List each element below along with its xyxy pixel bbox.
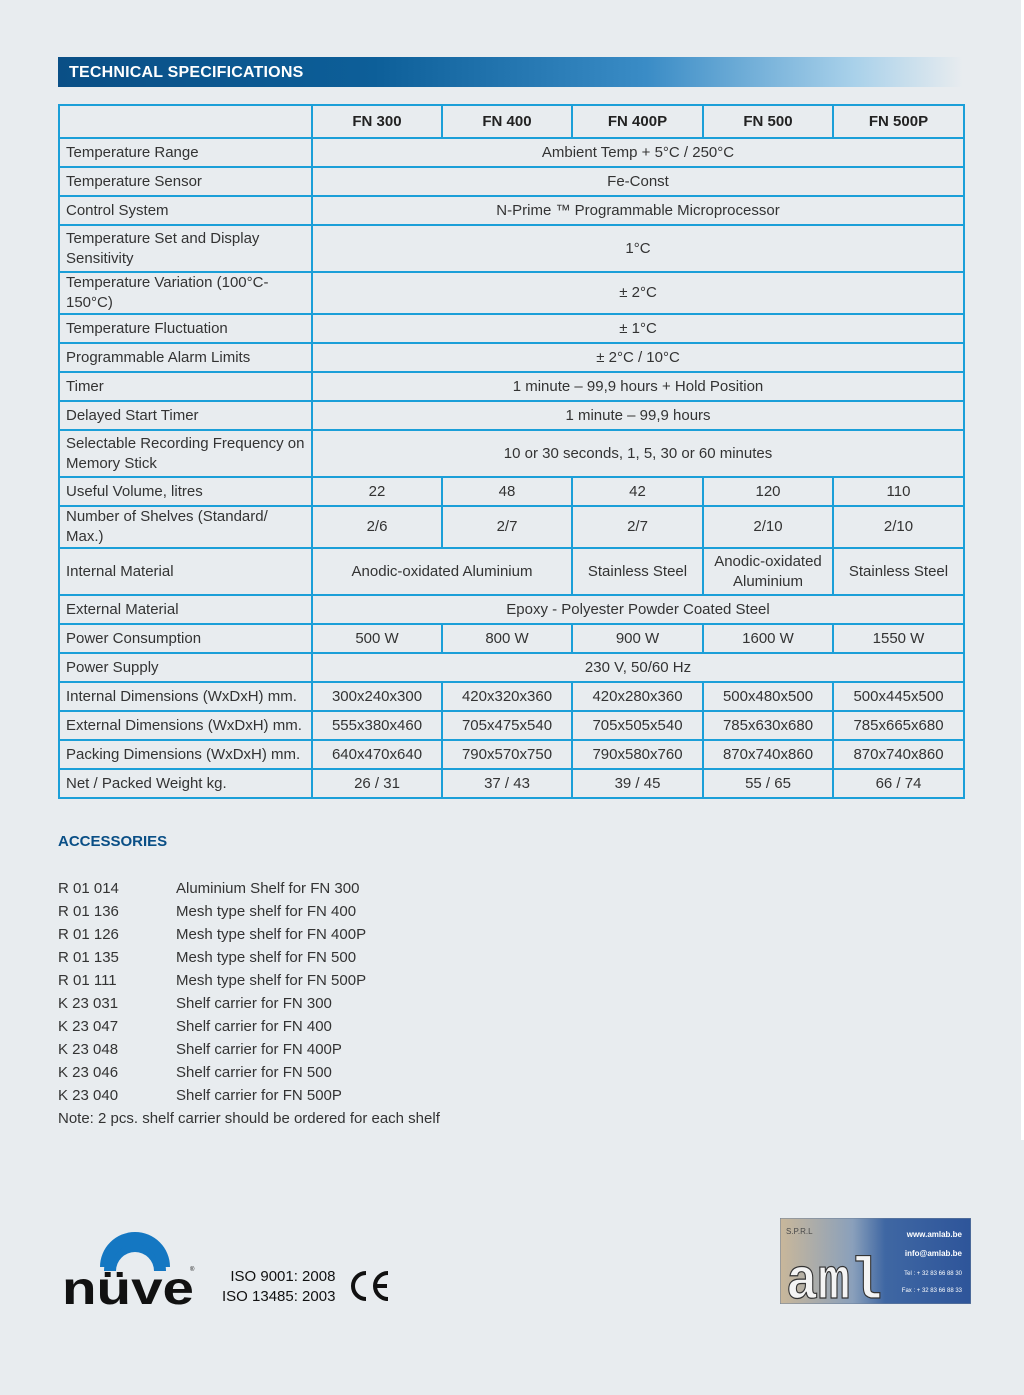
- spec-value: 37 / 43: [442, 769, 572, 798]
- model-column-header: FN 400: [442, 105, 572, 138]
- spec-label: Net / Packed Weight kg.: [59, 769, 312, 798]
- spec-row: [59, 343, 964, 372]
- spec-label: Internal Dimensions (WxDxH) mm.: [59, 682, 312, 711]
- spec-value: 790x580x760: [572, 740, 703, 769]
- spec-label: Temperature Range: [59, 138, 312, 167]
- model-column-header: FN 400P: [572, 105, 703, 138]
- accessory-description: Mesh type shelf for FN 400P: [176, 926, 367, 943]
- aml-fax: Fax : + 32 83 66 88 33: [901, 1288, 962, 1294]
- spec-label: Useful Volume, litres: [59, 477, 312, 506]
- svg-text:®: ®: [190, 1267, 195, 1273]
- spec-value: Stainless Steel: [833, 548, 964, 595]
- spec-value: 785x665x680: [833, 711, 964, 740]
- spec-value: 705x505x540: [572, 711, 703, 740]
- spec-row: [59, 372, 964, 401]
- spec-label: External Dimensions (WxDxH) mm.: [59, 711, 312, 740]
- spec-label: Packing Dimensions (WxDxH) mm.: [59, 740, 312, 769]
- spec-label: External Material: [59, 595, 312, 624]
- accessory-item: [58, 1086, 440, 1109]
- model-column-header: FN 500P: [833, 105, 964, 138]
- spec-value: 2/6: [312, 506, 442, 548]
- spec-value: 420x320x360: [442, 682, 572, 711]
- accessory-code: K 23 048: [58, 1041, 119, 1058]
- spec-table: [58, 104, 965, 799]
- accessory-item: [58, 925, 440, 948]
- accessory-description: Shelf carrier for FN 500P: [176, 1087, 342, 1104]
- accessory-item: [58, 1040, 440, 1063]
- spec-row: [59, 595, 964, 624]
- aml-logo-text: aml: [786, 1251, 882, 1304]
- spec-label: Programmable Alarm Limits: [59, 343, 312, 372]
- spec-value: 500x480x500: [703, 682, 833, 711]
- spec-row: [59, 272, 964, 314]
- spec-row: [59, 682, 964, 711]
- spec-value: Epoxy - Polyester Powder Coated Steel: [312, 595, 964, 624]
- accessories-note: Note: 2 pcs. shelf carrier should be ordered for each shelf: [58, 1110, 440, 1127]
- spec-value: 870x740x860: [833, 740, 964, 769]
- spec-value: Anodic-oxidated Aluminium: [312, 548, 572, 595]
- spec-row: [59, 653, 964, 682]
- spec-value: Ambient Temp + 5°C / 250°C: [312, 138, 964, 167]
- iso-certifications: [222, 1267, 335, 1307]
- spec-row: [59, 430, 964, 477]
- accessory-description: Shelf carrier for FN 300: [176, 995, 332, 1012]
- accessory-code: R 01 136: [58, 903, 119, 920]
- spec-row: [59, 506, 964, 548]
- spec-row: [59, 477, 964, 506]
- section-header-bar: [58, 57, 963, 87]
- accessory-item: [58, 1017, 440, 1040]
- spec-row: [59, 548, 964, 595]
- spec-table-body: [59, 138, 964, 798]
- spec-value: 640x470x640: [312, 740, 442, 769]
- spec-value: 1°C: [312, 225, 964, 272]
- spec-row: [59, 196, 964, 225]
- spec-value: Stainless Steel: [572, 548, 703, 595]
- spec-value: ± 1°C: [312, 314, 964, 343]
- spec-row: [59, 314, 964, 343]
- spec-label: Control System: [59, 196, 312, 225]
- accessory-code: K 23 046: [58, 1064, 119, 1081]
- accessory-item: [58, 1063, 440, 1086]
- spec-label: Temperature Set and Display Sensitivity: [59, 225, 312, 272]
- spec-value: 1 minute – 99,9 hours: [312, 401, 964, 430]
- spec-value: 555x380x460: [312, 711, 442, 740]
- spec-value: Anodic-oxidated Aluminium: [703, 548, 833, 595]
- spec-value: 66 / 74: [833, 769, 964, 798]
- spec-label: Internal Material: [59, 548, 312, 595]
- spec-value: 705x475x540: [442, 711, 572, 740]
- spec-value: 300x240x300: [312, 682, 442, 711]
- spec-label: Power Supply: [59, 653, 312, 682]
- accessory-code: K 23 031: [58, 995, 119, 1012]
- spec-label: Selectable Recording Frequency on Memory Stick: [59, 430, 312, 477]
- spec-value: Fe-Const: [312, 167, 964, 196]
- spec-value: 1 minute – 99,9 hours + Hold Position: [312, 372, 964, 401]
- accessory-item: [58, 879, 440, 902]
- spec-value: 800 W: [442, 624, 572, 653]
- section-title: TECHNICAL SPECIFICATIONS: [69, 64, 304, 81]
- accessory-description: Mesh type shelf for FN 400: [176, 903, 357, 920]
- spec-label: Temperature Variation (100°C-150°C): [59, 272, 312, 314]
- spec-row: [59, 740, 964, 769]
- spec-value: 42: [572, 477, 703, 506]
- spec-value: 55 / 65: [703, 769, 833, 798]
- spec-corner-cell: [59, 105, 312, 138]
- aml-sprl: S.P.R.L: [786, 1227, 813, 1236]
- accessory-description: Mesh type shelf for FN 500: [176, 949, 357, 966]
- spec-row: [59, 138, 964, 167]
- spec-label: Temperature Sensor: [59, 167, 312, 196]
- spec-value: 10 or 30 seconds, 1, 5, 30 or 60 minutes: [312, 430, 964, 477]
- spec-value: 785x630x680: [703, 711, 833, 740]
- spec-value: 230 V, 50/60 Hz: [312, 653, 964, 682]
- spec-row: [59, 624, 964, 653]
- aml-website: www.amlab.be: [906, 1230, 962, 1239]
- accessories-list: [58, 879, 440, 1132]
- aml-email: info@amlab.be: [904, 1249, 962, 1258]
- accessory-description: Shelf carrier for FN 500: [176, 1064, 332, 1081]
- accessory-code: R 01 126: [58, 926, 119, 943]
- spec-value: 2/7: [442, 506, 572, 548]
- accessory-item: [58, 994, 440, 1017]
- spec-row: [59, 711, 964, 740]
- spec-value: 420x280x360: [572, 682, 703, 711]
- accessory-code: K 23 047: [58, 1018, 119, 1035]
- iso-line: ISO 13485: 2003: [222, 1288, 336, 1305]
- accessory-description: Aluminium Shelf for FN 300: [176, 880, 360, 897]
- spec-row: [59, 401, 964, 430]
- accessory-code: R 01 014: [58, 880, 119, 897]
- nuve-logo: [62, 1215, 196, 1307]
- accessories-title: ACCESSORIES: [58, 833, 168, 850]
- spec-value: 48: [442, 477, 572, 506]
- spec-label: Power Consumption: [59, 624, 312, 653]
- spec-value: 22: [312, 477, 442, 506]
- model-column-header: FN 500: [703, 105, 833, 138]
- aml-dealer-logo: [780, 1218, 971, 1304]
- accessory-description: Mesh type shelf for FN 500P: [176, 972, 367, 989]
- spec-value: 500x445x500: [833, 682, 964, 711]
- spec-value: 2/10: [833, 506, 964, 548]
- spec-label: Timer: [59, 372, 312, 401]
- iso-line: ISO 9001: 2008: [230, 1268, 336, 1285]
- spec-value: N-Prime ™ Programmable Microprocessor: [312, 196, 964, 225]
- spec-value: 1600 W: [703, 624, 833, 653]
- accessory-item: [58, 948, 440, 971]
- accessory-item: [58, 971, 440, 994]
- spec-value: 110: [833, 477, 964, 506]
- model-column-header: FN 300: [312, 105, 442, 138]
- spec-value: 900 W: [572, 624, 703, 653]
- spec-row: [59, 769, 964, 798]
- nuve-logo-text: nüve: [62, 1262, 194, 1307]
- spec-value: 2/7: [572, 506, 703, 548]
- spec-value: 790x570x750: [442, 740, 572, 769]
- spec-value: ± 2°C: [312, 272, 964, 314]
- spec-header-row: [59, 105, 964, 138]
- spec-value: 2/10: [703, 506, 833, 548]
- accessory-code: R 01 111: [58, 972, 117, 989]
- accessory-code: K 23 040: [58, 1087, 119, 1104]
- ce-mark-icon: [346, 1269, 392, 1303]
- spec-row: [59, 225, 964, 272]
- spec-label: Temperature Fluctuation: [59, 314, 312, 343]
- spec-label: Delayed Start Timer: [59, 401, 312, 430]
- spec-value: 1550 W: [833, 624, 964, 653]
- spec-value: ± 2°C / 10°C: [312, 343, 964, 372]
- spec-row: [59, 167, 964, 196]
- spec-value: 39 / 45: [572, 769, 703, 798]
- accessory-code: R 01 135: [58, 949, 119, 966]
- accessory-description: Shelf carrier for FN 400P: [176, 1041, 342, 1058]
- aml-tel: Tel : + 32 83 66 88 30: [904, 1271, 962, 1277]
- spec-value: 870x740x860: [703, 740, 833, 769]
- spec-value: 26 / 31: [312, 769, 442, 798]
- accessory-item: [58, 902, 440, 925]
- accessory-description: Shelf carrier for FN 400: [176, 1018, 332, 1035]
- spec-label: Number of Shelves (Standard/ Max.): [59, 506, 312, 548]
- spec-value: 120: [703, 477, 833, 506]
- spec-value: 500 W: [312, 624, 442, 653]
